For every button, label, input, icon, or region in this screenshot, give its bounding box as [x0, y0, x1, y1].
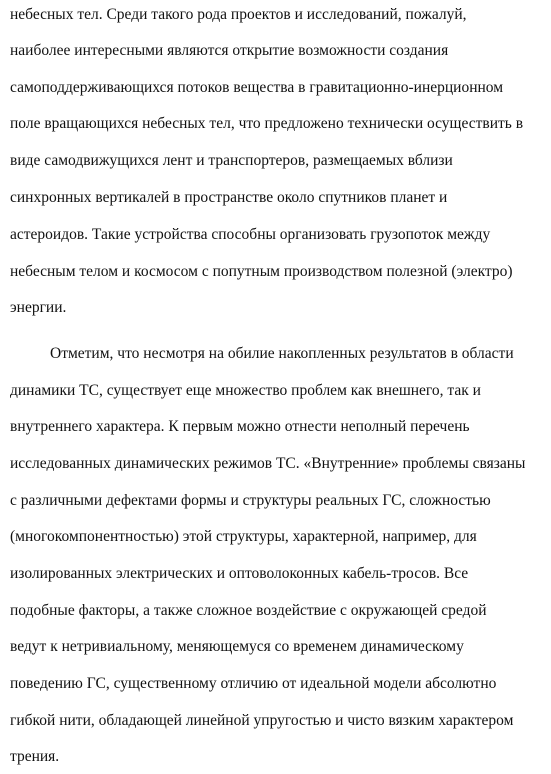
text-line: энергии.	[10, 299, 67, 316]
text-line: (многокомпонентностью) этой структуры, характерной, например, для	[10, 528, 477, 545]
text-line: поведению ГС, существенному отличию от идеальной модели абсолютно	[10, 675, 497, 692]
text-line: изолированных электрических и оптоволоконных кабель-тросов. Все	[10, 565, 469, 582]
text-line: синхронных вертикалей в пространстве около спутников планет и	[10, 189, 448, 206]
text-line: гибкой нити, обладающей линейной упругостью и чисто вязким характером	[10, 712, 514, 729]
text-line: подобные факторы, а также сложное воздействие с окружающей средой	[10, 602, 487, 619]
text-line: Отметим, что несмотря на обилие накопленных результатов в области	[50, 345, 514, 362]
text-line: астероидов. Такие устройства способны организовать грузопоток между	[10, 226, 491, 243]
text-line: с различными дефектами формы и структуры реальных ГС, сложностью	[10, 492, 491, 509]
text-line: ведут к нетривиальному, меняющемуся со временем динамическому	[10, 638, 464, 655]
text-line: самоподдерживающихся потоков вещества в гравитационно-инерционном	[10, 79, 504, 96]
text-line: внутреннего характера. К первым можно отнести неполный перечень	[10, 418, 470, 435]
text-line: трения.	[10, 748, 60, 765]
text-line: исследованных динамических режимов ТС. «Внутренние» проблемы связаны	[10, 455, 526, 472]
text-line: небесным телом и космосом с попутным производством полезной (электро)	[10, 263, 513, 280]
text-line: виде самодвижущихся лент и транспортеров, размещаемых вблизи	[10, 152, 453, 169]
text-line: динамики ТС, существует еще множество проблем как внешнего, так и	[10, 382, 481, 399]
text-line: наиболее интересными являются открытие возможности создания	[10, 42, 449, 59]
text-line: небесных тел. Среди такого рода проектов и исследований, пожалуй,	[10, 6, 467, 23]
text-line: поле вращающихся небесных тел, что предложено технически осуществить в	[10, 115, 524, 132]
